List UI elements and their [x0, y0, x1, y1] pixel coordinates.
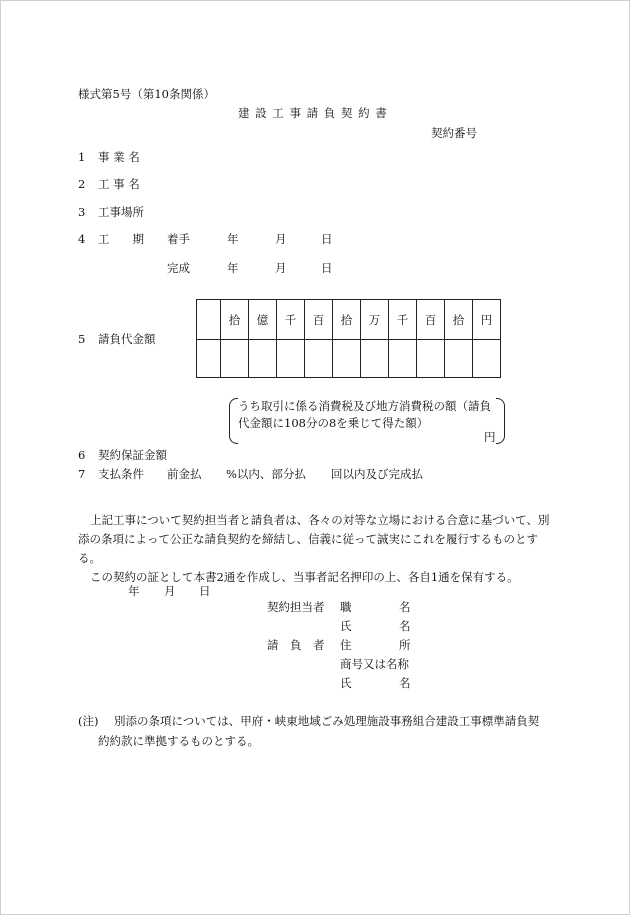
- completion-day: 日: [321, 261, 333, 275]
- contractor-address-tail: 所: [399, 638, 411, 652]
- document-title: 建 設 工 事 請 負 契 約 書: [238, 106, 388, 120]
- officer-name-tail: 名: [399, 619, 411, 633]
- amount-unit-cell: 千: [389, 300, 417, 340]
- left-bracket: [229, 398, 238, 444]
- date-month: 月: [164, 584, 176, 598]
- advance-payment-label: 前金払: [167, 467, 202, 481]
- completion-label: 完成: [167, 261, 190, 275]
- contract-number-label: 契約番号: [431, 126, 477, 140]
- contract-amount-table: [196, 299, 501, 378]
- item-2-number: 2: [78, 177, 86, 191]
- amount-unit-cell: 拾: [445, 300, 473, 340]
- amount-value-cell[interactable]: [221, 340, 249, 378]
- tax-note-line-1: うち取引に係る消費税及び地方消費税の額（請負: [238, 399, 491, 413]
- amount-value-row: [197, 340, 501, 378]
- amount-value-cell[interactable]: [249, 340, 277, 378]
- completion-payment-label: 回以内及び完成払: [331, 467, 423, 481]
- amount-value-cell[interactable]: [361, 340, 389, 378]
- amount-unit-cell: 百: [305, 300, 333, 340]
- item-7-number: 7: [78, 467, 86, 481]
- contract-officer-label: 契約担当者: [267, 600, 325, 614]
- tax-note-yen: 円: [484, 430, 496, 444]
- officer-position-tail: 名: [399, 600, 411, 614]
- partial-payment-label: %以内、部分払: [226, 467, 306, 481]
- amount-unit-cell: 万: [361, 300, 389, 340]
- amount-value-cell[interactable]: [305, 340, 333, 378]
- amount-unit-cell: 億: [249, 300, 277, 340]
- start-day: 日: [321, 232, 333, 246]
- item-5-label: 請負代金額: [98, 332, 156, 346]
- amount-unit-row: [197, 300, 501, 340]
- amount-blank-cell: [197, 340, 221, 378]
- item-1-number: 1: [78, 150, 86, 164]
- amount-value-cell[interactable]: [333, 340, 361, 378]
- amount-value-cell[interactable]: [277, 340, 305, 378]
- item-4-number: 4: [78, 232, 86, 246]
- tax-note-bracket: [229, 398, 505, 444]
- item-5-number: 5: [78, 332, 86, 346]
- amount-unit-cell: 拾: [333, 300, 361, 340]
- amount-unit-cell: 百: [417, 300, 445, 340]
- form-number-label: 様式第5号（第10条関係）: [78, 87, 215, 101]
- body-paragraph-1: 上記工事について契約担当者と請負者は、各々の対等な立場における合意に基づいて、別添の条項によって公正な請負契約を締結し、信義に従って誠実にこれを履行するものとする。: [78, 513, 550, 565]
- amount-value-cell[interactable]: [445, 340, 473, 378]
- contractor-surname-label: 氏: [340, 676, 352, 690]
- date-day: 日: [199, 584, 211, 598]
- completion-month: 月: [275, 261, 287, 275]
- amount-value-cell[interactable]: [417, 340, 445, 378]
- item-3-number: 3: [78, 205, 86, 219]
- amount-unit-cell: 円: [473, 300, 501, 340]
- officer-surname-label: 氏: [340, 619, 352, 633]
- note-line-1: 別添の条項については、甲府・峡東地域ごみ処理施設事務組合建設工事標準請負契: [114, 714, 540, 728]
- item-7-label: 支払条件: [98, 467, 144, 481]
- right-bracket: [496, 398, 505, 444]
- contractor-label: 請 負 者: [267, 638, 325, 652]
- amount-value-cell[interactable]: [389, 340, 417, 378]
- note-line-2: 約約款に準拠するものとする。: [98, 734, 259, 748]
- item-6-number: 6: [78, 448, 86, 462]
- note-prefix: (注): [78, 714, 99, 728]
- completion-year: 年: [227, 261, 239, 275]
- amount-unit-cell: 拾: [221, 300, 249, 340]
- item-2-label: 工 事 名: [98, 177, 140, 191]
- item-4-label: 工 期: [98, 232, 144, 246]
- tax-note-line-2: 代金額に108分の8を乗じて得た額）: [238, 416, 429, 430]
- amount-value-cell[interactable]: [473, 340, 501, 378]
- start-label: 着手: [167, 232, 190, 246]
- start-month: 月: [275, 232, 287, 246]
- amount-blank-cell: [197, 300, 221, 340]
- item-1-label: 事 業 名: [98, 150, 140, 164]
- contractor-name-tail: 名: [399, 676, 411, 690]
- contractor-address-label: 住: [340, 638, 352, 652]
- contractor-trade-name-label: 商号又は名称: [340, 657, 409, 671]
- item-3-label: 工事場所: [98, 205, 144, 219]
- start-year: 年: [227, 232, 239, 246]
- body-paragraph-2: この契約の証として本書2通を作成し、当事者記名押印の上、各自1通を保有する。: [90, 570, 519, 584]
- amount-unit-cell: 千: [277, 300, 305, 340]
- item-6-label: 契約保証金額: [98, 448, 167, 462]
- date-year: 年: [128, 584, 140, 598]
- officer-position-label: 職: [340, 600, 352, 614]
